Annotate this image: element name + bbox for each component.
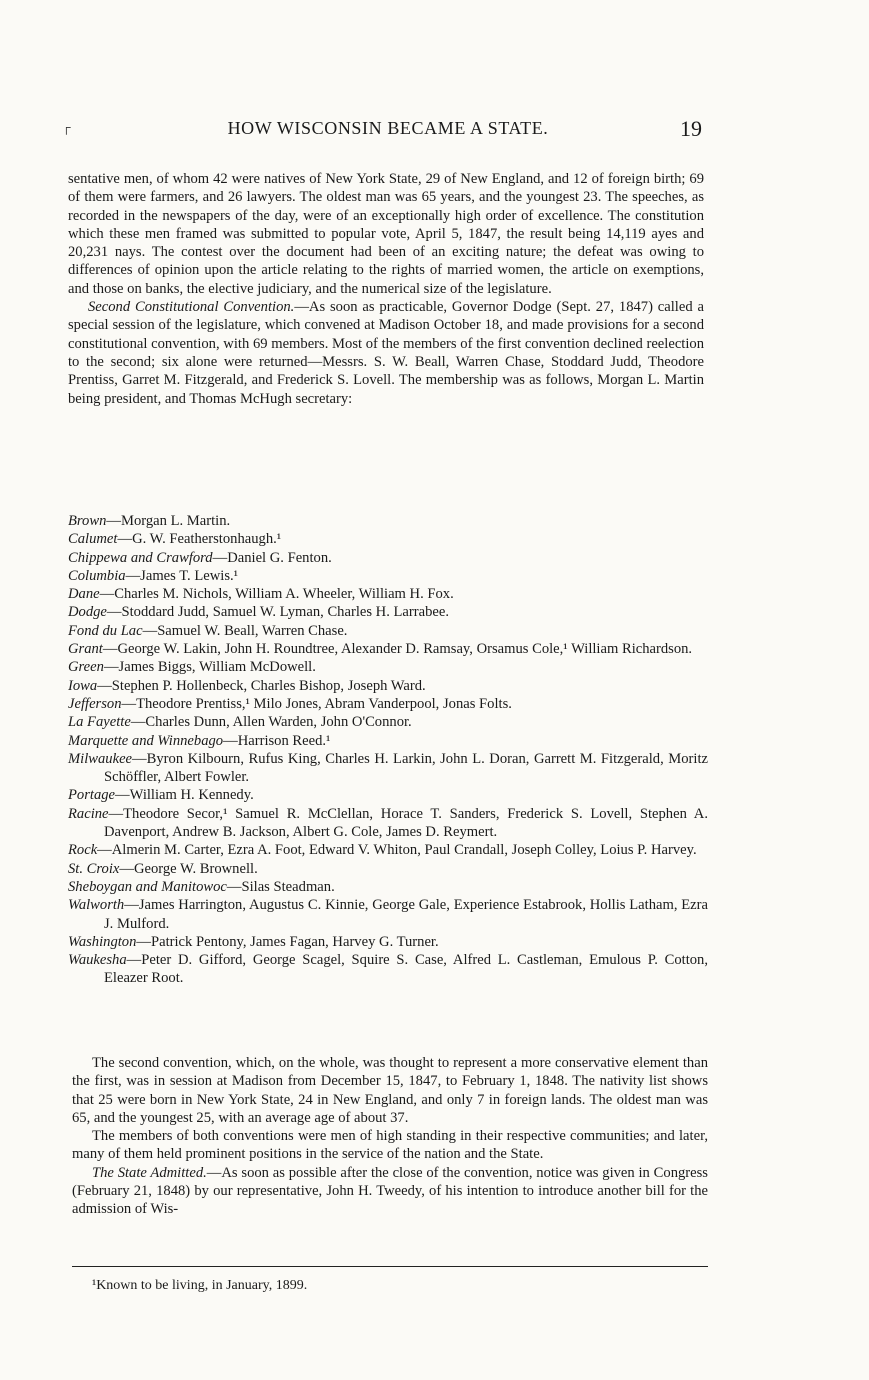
section-title-second-convention: Second Constitutional Convention. bbox=[88, 299, 295, 316]
member-entry bbox=[68, 640, 708, 658]
member-entry bbox=[68, 951, 708, 988]
member-entry bbox=[68, 585, 708, 603]
member-entry bbox=[68, 786, 708, 804]
delegate-names: Stephen P. Hollenbeck, Charles Bishop, Joseph Ward. bbox=[111, 677, 426, 694]
county-name: Green bbox=[68, 659, 104, 676]
delegate-names: G. W. Featherstonhaugh.¹ bbox=[132, 531, 282, 548]
delegate-names: Byron Kilbourn, Rufus King, Charles H. Larkin, John L. Doran, Garrett M. Fitzgerald, Moritz Schöffler, Albert Fowler. bbox=[104, 750, 708, 786]
delegate-names: Peter D. Gifford, George Scagel, Squire S. Case, Alfred L. Castleman, Emulous P. Cotton, Eleazer Root. bbox=[104, 952, 708, 987]
county-name: Jefferson bbox=[68, 695, 122, 712]
delegate-names: Stoddard Judd, Samuel W. Lyman, Charles H. Larrabee. bbox=[121, 604, 449, 621]
county-name: Milwaukee bbox=[68, 750, 133, 767]
county-name: Columbia bbox=[68, 567, 126, 584]
em-dash: — bbox=[103, 659, 119, 676]
county-name: Walworth bbox=[68, 897, 125, 914]
delegate-names: Morgan L. Martin. bbox=[120, 513, 231, 529]
delegate-names: Theodore Prentiss,¹ Milo Jones, Abram Vanderpool, Jonas Folts. bbox=[136, 695, 512, 712]
county-name: Marquette and Winnebago bbox=[68, 732, 224, 749]
delegate-names: George W. Brownell. bbox=[133, 860, 258, 877]
member-entry bbox=[68, 805, 708, 842]
member-entry bbox=[68, 695, 708, 713]
em-dash: — bbox=[130, 714, 146, 731]
em-dash: — bbox=[106, 604, 122, 621]
em-dash: — bbox=[132, 750, 147, 767]
em-dash: — bbox=[117, 531, 133, 548]
county-name: St. Croix bbox=[68, 860, 120, 877]
county-name: Sheboygan and Manitowoc bbox=[68, 878, 227, 895]
em-dash: — bbox=[108, 805, 124, 822]
member-entry bbox=[68, 732, 708, 750]
county-name: Racine bbox=[68, 805, 109, 822]
em-dash: — bbox=[226, 878, 242, 895]
county-name: Dane bbox=[68, 586, 100, 603]
county-name: Fond du Lac bbox=[68, 622, 143, 639]
county-name: Calumet bbox=[68, 531, 118, 548]
member-entry bbox=[68, 567, 708, 585]
em-dash: — bbox=[106, 513, 121, 529]
county-name: Brown bbox=[68, 513, 107, 529]
delegate-names: Patrick Pentony, James Fagan, Harvey G. Turner. bbox=[150, 933, 439, 950]
paragraph-3: The second convention, which, on the whole, was thought to represent a more conservative element than the first, was in session at Madison from December 15, 1847, to February 1, 1848. The nativity list shows that 25 were born in New York State, 24 in New England, and only 7 in foreign lands. The oldest man was 65, and the youngest 25, with an average age of about 37. bbox=[72, 1055, 708, 1126]
delegate-names: George W. Lakin, John H. Roundtree, Alexander D. Ramsay, Orsamus Cole,¹ William Richardson. bbox=[117, 641, 693, 658]
running-head bbox=[68, 118, 708, 144]
member-entry bbox=[68, 860, 708, 878]
paragraph-2-text: —As soon as practicable, Governor Dodge (Sept. 27, 1847) called a special session of the legislature, which convened at Madison October 18, and made provisions for a second constitutional convention, with 69 members. Most of the members of the first convention declined reelection to the second; six alone were returned—Messrs. S. W. Beall, Warren Chase, Stoddard Judd, Theodore Prentiss, Garret M. Fitzgerald, and Frederick S. Lovell. The membership was as follows, Morgan L. Martin being president, and Thomas McHugh secretary: bbox=[68, 299, 704, 407]
county-name: Waukesha bbox=[68, 952, 127, 969]
paragraph-4: The members of both conventions were men of high standing in their respective communities; and later, many of them held prominent positions in the service of the nation and the State. bbox=[72, 1128, 708, 1163]
paragraph-5 bbox=[72, 1164, 708, 1219]
em-dash: — bbox=[125, 567, 141, 584]
county-name: La Fayette bbox=[68, 714, 131, 731]
delegate-names: Silas Steadman. bbox=[241, 878, 335, 895]
county-name: Chippewa and Crawford bbox=[68, 549, 213, 566]
lower-text bbox=[72, 1054, 708, 1219]
member-entry bbox=[68, 603, 708, 621]
em-dash: — bbox=[126, 952, 142, 969]
em-dash: — bbox=[97, 677, 112, 694]
delegate-names: Samuel W. Beall, Warren Chase. bbox=[157, 622, 348, 639]
member-entry bbox=[68, 841, 708, 859]
delegate-names: Charles Dunn, Allen Warden, John O'Connor. bbox=[145, 714, 412, 731]
paragraph-5-text: —As soon as possible after the close of the convention, notice was given in Congress (February 21, 1848) by our representative, John H. Tweedy, of his intention to introduce another bill for the admission of Wis- bbox=[72, 1164, 708, 1218]
section-title-state-admitted: The State Admitted. bbox=[92, 1164, 207, 1181]
member-entry bbox=[68, 658, 708, 676]
member-entry bbox=[68, 933, 708, 951]
delegate-names: James Harrington, Augustus C. Kinnie, George Gale, Experience Estabrook, Hollis Latham, Ezra J. Mulford. bbox=[104, 897, 708, 932]
em-dash: — bbox=[124, 897, 139, 914]
body-text bbox=[68, 170, 704, 408]
member-entry bbox=[68, 677, 708, 695]
em-dash: — bbox=[97, 842, 112, 859]
em-dash: — bbox=[136, 933, 151, 950]
paragraph-2 bbox=[68, 298, 704, 408]
scan-speck: ┌ bbox=[62, 120, 71, 134]
em-dash: — bbox=[119, 860, 134, 877]
member-entry bbox=[68, 512, 708, 530]
county-name: Iowa bbox=[68, 677, 98, 694]
county-name: Grant bbox=[68, 641, 103, 658]
running-title: HOW WISCONSIN BECAME A STATE. bbox=[227, 118, 549, 138]
member-entry bbox=[68, 530, 708, 548]
em-dash: — bbox=[99, 586, 115, 603]
member-entry bbox=[68, 713, 708, 731]
delegate-names: James Biggs, William McDowell. bbox=[118, 659, 316, 676]
member-entry bbox=[68, 549, 708, 567]
em-dash: — bbox=[223, 732, 238, 749]
em-dash: — bbox=[102, 641, 118, 658]
em-dash: — bbox=[115, 787, 130, 804]
delegate-names: Theodore Secor,¹ Samuel R. McClellan, Horace T. Sanders, Frederick S. Lovell, Stephen A. Davenport, Andrew B. Jackson, Albert G. Cole, James D. Reymert. bbox=[104, 805, 708, 841]
delegate-names: Daniel G. Fenton. bbox=[227, 549, 332, 566]
em-dash: — bbox=[121, 695, 137, 712]
delegate-names: Harrison Reed.¹ bbox=[237, 732, 331, 749]
footnote: ¹Known to be living, in January, 1899. bbox=[92, 1278, 308, 1293]
delegate-names: James T. Lewis.¹ bbox=[140, 567, 239, 584]
member-entry bbox=[68, 896, 708, 933]
delegate-names: William H. Kennedy. bbox=[129, 787, 254, 804]
footnote-rule bbox=[72, 1266, 708, 1267]
member-entry bbox=[68, 878, 708, 896]
member-list bbox=[68, 512, 708, 988]
delegate-names: Almerin M. Carter, Ezra A. Foot, Edward V. Whiton, Paul Crandall, Joseph Colley, Loius P. Harvey. bbox=[111, 842, 697, 859]
paragraph-1: sentative men, of whom 42 were natives of New York State, 29 of New England, and 12 of foreign birth; 69 of them were farmers, and 26 lawyers. The oldest man was 65 years, and the youngest 23. The speeches, as recorded in the newspapers of the day, were of an exceptionally high order of excellence. The constitution which these men framed was submitted to popular vote, April 5, 1847, the result being 14,119 ayes and 20,231 nays. The contest over the document had been of an exciting nature; the defeat was owing to differences of opinion upon the article relating to the rights of married women, the article on exemptions, and those on banks, the elective judiciary, and the numerical size of the legislature. bbox=[68, 171, 704, 297]
em-dash: — bbox=[212, 549, 228, 566]
county-name: Rock bbox=[68, 842, 98, 859]
em-dash: — bbox=[142, 622, 158, 639]
member-entry bbox=[68, 750, 708, 787]
county-name: Portage bbox=[68, 787, 116, 804]
delegate-names: Charles M. Nichols, William A. Wheeler, William H. Fox. bbox=[114, 586, 454, 603]
county-name: Dodge bbox=[68, 604, 107, 621]
member-entry bbox=[68, 622, 708, 640]
county-name: Washington bbox=[68, 933, 137, 950]
page-number: 19 bbox=[680, 116, 702, 141]
